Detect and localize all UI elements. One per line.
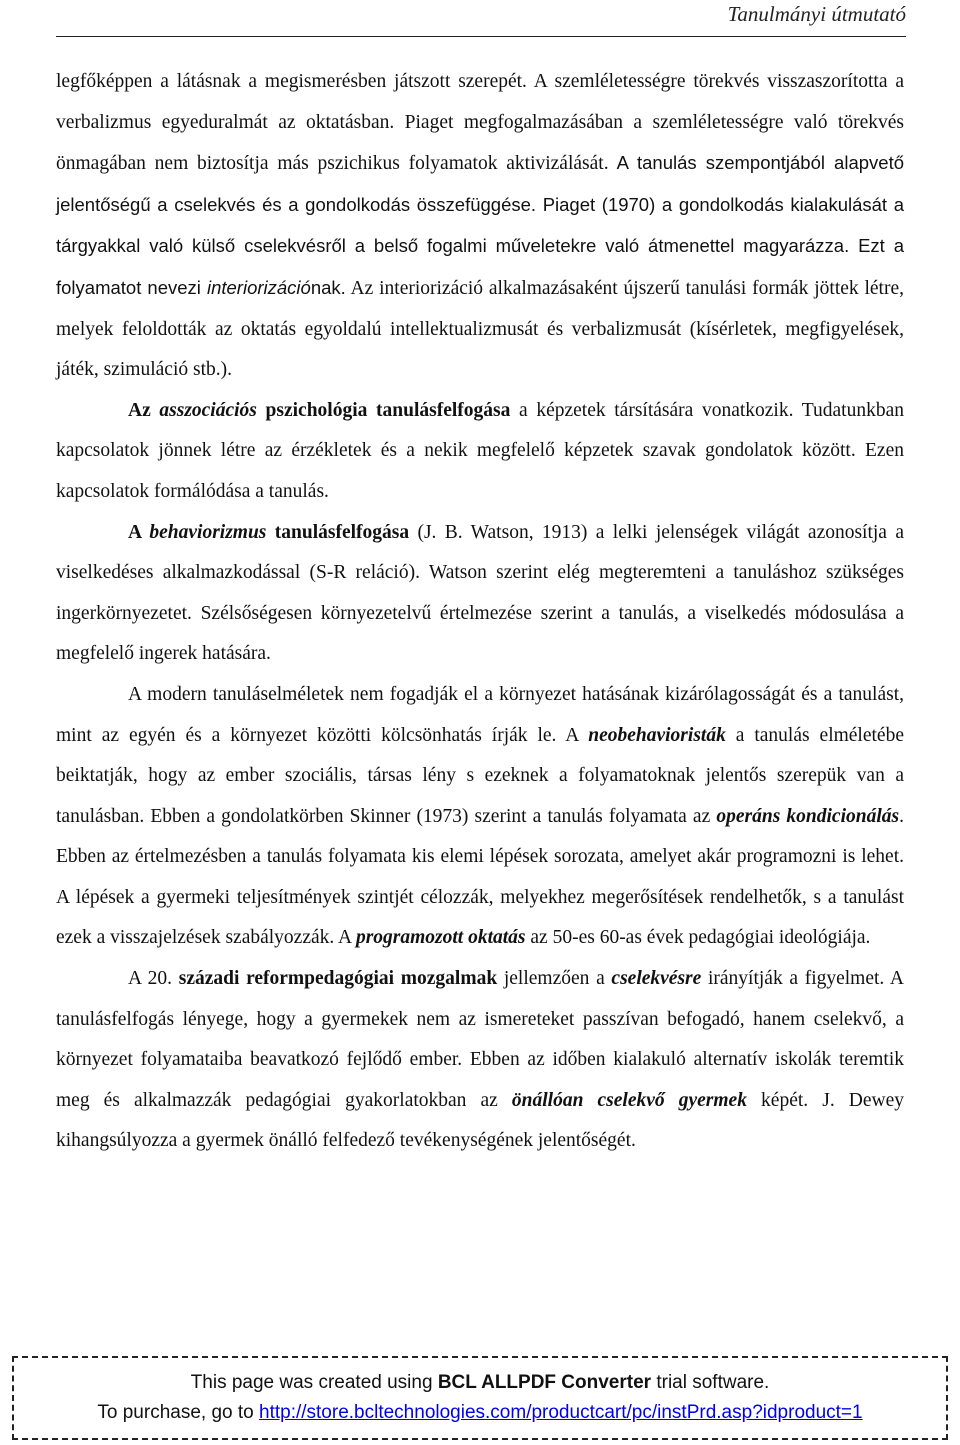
paragraph-modern-theories xyxy=(56,675,904,959)
banner-text: This page was created using xyxy=(190,1372,438,1393)
banner-product-name: BCL ALLPDF Converter xyxy=(437,1372,652,1393)
text-run: Az interiorizáció alkalmazásaként újszerű tanulási formák jöttek létre, melyek feloldották az oktatás egyoldalú intellektualizmusát és verbalizmusát (kísérletek, megfigyelések, játék, szimuláció stb.). xyxy=(56,277,904,381)
text-run-sans: Piaget (1970) a gondolkodás kialakulását a tárgyakkal való külső cselekvésről a belső fogalmi műveletekre való átmenettel magyarázza. Ezt a folyamatot nevezi xyxy=(56,193,904,298)
term-neobehaviorists: neobehavioristák xyxy=(588,724,726,746)
term-programmed-instruction: programozott oktatás xyxy=(355,927,526,949)
document-body xyxy=(56,62,904,1162)
paragraph-interiorization xyxy=(56,62,904,391)
banner-line-1 xyxy=(14,1372,946,1394)
term-independent-child: önállóan cselekvő gyermek xyxy=(511,1089,747,1111)
term-operant-conditioning: operáns kondicionálás xyxy=(716,805,900,827)
bold-run: pszichológia tanulásfelfogása xyxy=(256,399,511,421)
bold-run: Az xyxy=(128,399,160,421)
converter-trial-banner xyxy=(12,1356,948,1440)
text-run: az 50-es 60-as évek pedagógiai ideológiája. xyxy=(525,927,871,949)
paragraph-reform-pedagogy xyxy=(56,959,904,1162)
text-run: A 20. xyxy=(128,968,179,990)
text-run: jellemzően a xyxy=(497,968,612,990)
text-run: a képzetek társítására vonatkozik. Tudatunkban kapcsolatok jönnek létre az érzékletek és a nekik megfelelő képzetek szavak gondolatok között. Ezen kapcsolatok formálódása a tanulás. xyxy=(56,399,904,502)
header-title: Tanulmányi útmutató xyxy=(727,2,906,26)
text-run: legfőképpen a látásnak a megismerésben játszott szerepét. A szemléletességre törekvés visszaszorította a verbalizmus egyeduralmát az oktatásban. Piaget megfogalmazásában a szemléletességre való törekvés önmagában nem biztosítja más pszichikus folyamatok aktivizálását. xyxy=(56,71,904,175)
term-behaviorism: behaviorizmus xyxy=(149,521,267,543)
text-run: . Ebben az értelmezésben a tanulás folyamata kis elemi lépések sorozata, amelyet akár programozni is lehet. A lépések a gyermeki teljesítmények szintjét célozzák, melyekhez megerősítések rendelhetők, s a tanulást ezek a visszajelzések szabályozzák. A xyxy=(56,805,904,949)
term-action: cselekvésre xyxy=(611,968,702,990)
paragraph-behaviorism xyxy=(56,513,904,675)
term-interiorization: interiorizáció xyxy=(206,276,311,298)
banner-line-2 xyxy=(14,1402,946,1424)
text-run: A modern tanuláselméletek nem fogadják el a környezet hatásának kizárólagosságát és a tanulást, mint az egyén és a környezet közötti kölcsönhatás írják le. A xyxy=(56,683,904,746)
text-run: képét. J. Dewey kihangsúlyozza a gyermek önálló felfedező tevékenységének jelentőségét. xyxy=(56,1089,905,1152)
text-run: irányítják a figyelmet. A tanulásfelfogás lényege, hogy a gyermekek nem az ismereteket passzívan befogadó, hanem cselekvő, a környezet folyamataiba beavatkozó fejlődő ember. Ebben az időben kialakuló alternatív iskolák teremtik meg és alkalmazzák pedagógiai gyakorlatokban az xyxy=(56,968,904,1111)
text-run: a tanulás elméletébe beiktatják, hogy az ember szociális, társas lény s ezeknek a folyamatoknak jelentős szerepük van a tanulásban. Ebben a gondolatkörben Skinner (1973) szerint a tanulás folyamata az xyxy=(56,724,904,827)
text-run-sans: nak. xyxy=(310,276,346,298)
purchase-link[interactable]: http://store.bcltechnologies.com/productcart/pc/instPrd.asp?idproduct=1 xyxy=(259,1402,863,1423)
running-header xyxy=(56,0,906,37)
bold-run: századi reformpedagógiai mozgalmak xyxy=(178,968,498,990)
text-run: (J. B. Watson, 1913) a lelki jelenségek világát azonosítja a viselkedéses alkalmazkodással (S-R reláció). Watson szerint elég megteremteni a tanuláshoz szükséges ingerkörnyezetet. Szélsőségesen környezetelvű értelmezése szerint a tanulás, a viselkedés módosulása a megfelelő ingerek hatására. xyxy=(56,521,904,665)
banner-text: trial software. xyxy=(651,1372,770,1393)
text-run-sans: A tanulás szempontjából alapvető jelentőségű a cselekvés és a gondolkodás összefüggése. xyxy=(56,152,905,215)
bold-run: A xyxy=(128,521,150,543)
term-associative: asszociációs xyxy=(159,399,257,421)
paragraph-associative xyxy=(56,391,904,513)
bold-run: tanulásfelfogása xyxy=(266,521,410,543)
banner-text: To purchase, go to xyxy=(97,1402,259,1423)
